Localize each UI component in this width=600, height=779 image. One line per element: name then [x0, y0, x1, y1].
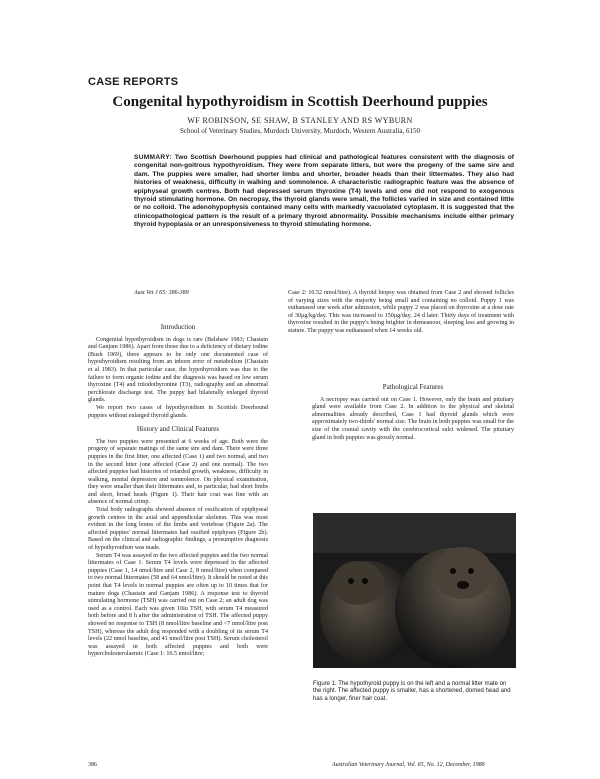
history-heading: History and Clinical Features: [136, 425, 220, 434]
paragraph: Total body radiographs showed absence of ossification of epiphyseal growth centres in the axial and appendicular skeleton. This was most evident in the long bones of the limbs and vertebrae (Figure 2a). The affected puppies' normal littermates had ossified epiphyses (Figure 2b). Based on the clinical and radiographic findings, a presumptive diagnosis of hypothyroidism was made.: [88, 507, 268, 552]
paragraph: The two puppies were presented at 6 weeks of age. Both were the progeny of separate matings of the same sire and dam. There were three puppies in the first litter, one affected (Case 1) and two normal, and two in the second litter (one affected (Case 2) and one normal). The two affected puppies had histories of retarded growth, weakness, difficulty in walking, mental depression and somnolence. On physical examination, they were smaller than their littermates and, in particular, had short limbs and short, broad heads (Figure 1). Their hair coat was fine with an absence of normal crimp.: [88, 438, 268, 506]
article-authors: WF ROBINSON, SE SHAW, B STANLEY AND RS WYBURN: [187, 116, 413, 125]
figure-photo: [313, 513, 516, 668]
summary-lead: SUMMARY:: [134, 154, 172, 161]
summary-text: Two Scottish Deerhound puppies had clinical and pathological features consistent with the diagnosis of congenital non-goitrous hypothyroidism. They were from separate litters, but were the progeny of the same sire and dam. The puppies were smaller, had shorter limbs and shorter, broader heads than their littermates. They also had histories of weakness, difficulty in walking and somnolence. A characteristic radiographic feature was the absence of epiphyseal growth centres. Both had depressed serum thyroxine (T4) levels and one did not respond to exogenous thyroid stimulating hormone. On necropsy, the thyroid glands were small, the follicles varied in size and contained little or no colloid. The adenohypophysis contained many cells with markedly vacuolated cytoplasm. It is suggested that the clinicopathological pattern is the result of a primary thyroid abnormality. Possible mechanisms include either primary thyroid hypoplasia or an unresponsiveness to thyroid stimulating hormone.: [134, 154, 514, 229]
paragraph: A necropsy was carried out on Case 1. However, only the brain and pituitary gland were available from Case 2. In addition to the physical and skeletal abnormalities already described, Case 1 had thyroid glands which were approximately two-thirds' normal size. The brain in both puppies was small for the size of the cranial cavity with the cerebrocortical sulci widened. The pituitary gland in both puppies was grossly normal.: [312, 396, 514, 441]
paragraph: Serum T4 was assayed in the two affected puppies and the two normal littermates of Case 1. Serum T4 levels were depressed in the affected puppies (Case 1, 14 nmol/litre and Case 2, 8 nmol/litre) when compared to two normal littermates (58 and 64 nmol/litre). It should be noted at this point that T4 levels in normal puppies are often up to 10 times that for mature dogs (Chastain and Ganjam 1986). A response test to thyroid stimulating hormone (TSH) was carried out on Case 2; an adult dog was used as a control. Each was given 10iu TSH, with serum T4 measured both before and 8 h after the administration of TSH. The affected puppy showed no response to TSH (8 nmol/litre baseline and <7 nmol/litre post TSH), whereas the adult dog responded with a doubling of its serum T4 levels (22 nmol baseline, and 41 nmol/litre post TSH). Serum cholesterol was assayed in both affected puppies and both were hypercholesterolaemic (Case 1: 10.5 nmol/litre;: [88, 552, 268, 658]
journal-footer: Australian Veterinary Journal, Vol. 65, No. 12, December, 1988: [332, 762, 485, 768]
right-column-pathology: [312, 378, 514, 442]
paragraph: Case 2: 10.52 nmol/litre). A thyroid biopsy was obtained from Case 2 and showed follicles of varying sizes with the majority being small and containing no colloid. Puppy 1 was euthanased one week after admission, while puppy 2 was placed on thyroxine at a dose rate of 30μg/kg/day. This was increased to 150μg/day, 24 d later. Thirty days of treatment with thyroxine resulted in the puppy's being brighter in demeanour, sleeping less and growing in stature. The puppy was euthanased when 14 weeks old.: [288, 290, 514, 334]
figure-caption: Figure 1. The hypothyroid puppy is on the left and a normal litter mate on the right. The affected puppy is smaller, has a shortened, domed head and has a longer, finer hair coat.: [313, 681, 511, 702]
puppies-photo-icon: [313, 513, 516, 668]
page-number: 386: [88, 762, 97, 768]
paragraph: Congenital hypothyroidism in dogs is rare (Belshaw 1983; Chastain and Ganjam 1986). Apart from those due to a deficiency of dietary iodine (Bush 1969), there appears to be only one documented case of hypothyroidism resulting from an inborn error of metabolism (Chastain et al 1983). In that particular case, the hypothyroidism was due to the failure to form organic iodine and the diagnosis was based on low serum thyroxine (T4) and triiodothyronine (T3), radiography and an abnormal perchlorate discharge test. The puppy had bilaterally enlarged thyroid glands.: [88, 336, 268, 404]
introduction-heading: Introduction: [160, 323, 196, 331]
citation: Aust Vet J 65: 386-389: [134, 290, 189, 296]
left-column: [88, 318, 268, 659]
pathology-heading: Pathological Features: [382, 383, 444, 391]
article-title: Congenital hypothyroidism in Scottish Deerhound puppies: [112, 94, 488, 110]
section-label: CASE REPORTS: [88, 76, 179, 88]
article-affiliation: School of Veterinary Studies, Murdoch University, Murdoch, Western Australia, 6150: [180, 127, 420, 135]
right-column-top: [288, 290, 514, 336]
paragraph: We report two cases of hypothyroidism in Scottish Deerhound puppies without enlarged thyroid glands.: [88, 404, 268, 419]
summary-block: [134, 154, 514, 230]
